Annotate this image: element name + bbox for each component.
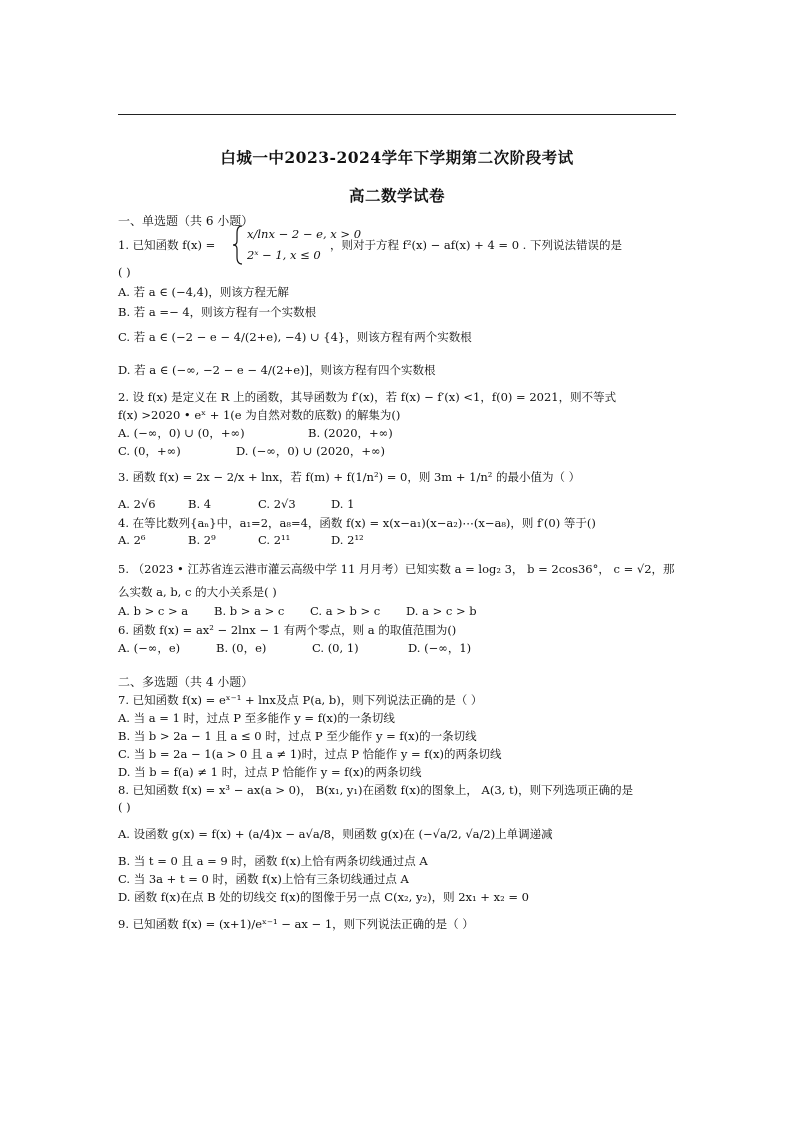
q2-option-c: C. (0，+∞) [118,444,181,458]
q2-option-b: B. (2020，+∞) [308,426,393,440]
q8-option-c: C. 当 3a + t = 0 时，函数 f(x)上恰有三条切线通过点 A [118,872,409,886]
q6-option-d: D. (−∞，1) [408,641,472,655]
q3-option-a: A. 2√6 [118,497,156,511]
q4-options [118,533,364,547]
q5-line-2: 么实数 a, b, c 的大小关系是( ) [118,585,277,599]
q1-option-b: B. 若 a =− 4，则该方程有一个实数根 [118,305,317,319]
q1-piece-2: 2ˣ − 1, x ≤ 0 [247,248,321,262]
q7-option-b: B. 当 b > 2a − 1 且 a ≤ 0 时，过点 P 至少能作 y = f(x)的一条切线 [118,729,477,743]
q6-option-c: C. (0, 1) [312,641,359,655]
q2-option-a: A. (−∞，0) ∪ (0，+∞) [118,426,245,440]
q3-option-d: D. 1 [331,497,355,511]
q1-option-a: A. 若 a ∈ (−4,4)，则该方程无解 [118,285,289,299]
q8-option-d: D. 函数 f(x)在点 B 处的切线交 f(x)的图像于另一点 C(x₂, y₂)，则 2x₁ + x₂ = 0 [118,890,529,904]
q7-option-a: A. 当 a = 1 时，过点 P 至多能作 y = f(x)的一条切线 [118,711,395,725]
q1-option-d: D. 若 a ∈ (−∞, −2 − e − 4/(2+e)]，则该方程有四个实数根 [118,363,436,377]
q1-option-c: C. 若 a ∈ (−2 − e − 4/(2+e), −4) ∪ {4}，则该方程有两个实数根 [118,330,472,344]
q4-option-a: A. 2⁶ [118,533,146,547]
q2-option-d: D. (−∞，0) ∪ (2020，+∞) [236,444,386,458]
q3-line-1: 3. 函数 f(x) = 2x − 2/x + lnx，若 f(m) + f(1/n²) = 0，则 3m + 1/n² 的最小值为（ ） [118,470,581,484]
q7-line-1: 7. 已知函数 f(x) = eˣ⁻¹ + lnx及点 P(a, b)，则下列说法正确的是（ ） [118,693,483,707]
q8-option-a: A. 设函数 g(x) = f(x) + (a/4)x − a√a/8，则函数 g(x)在 (−√a/2, √a/2)上单调递减 [118,827,553,841]
q6-line-1: 6. 函数 f(x) = ax² − 2lnx − 1 有两个零点，则 a 的取值范围为() [118,623,457,637]
q5-line-1: 5. （2023 • 江苏省连云港市灌云高级中学 11 月月考）已知实数 a = log₂ 3， b = 2cos36°， c = √2，那 [118,562,675,576]
top-rule [118,114,676,115]
q8-paren: ( ) [118,800,131,814]
q3-options [118,497,354,511]
q5-options [118,604,477,618]
q5-option-d: D. a > c > b [406,604,477,618]
piecewise-brace-icon [232,225,244,265]
q6-option-a: A. (−∞，e) [118,641,181,655]
q4-option-b: B. 2⁹ [188,533,216,547]
q2-options-row-1 [118,425,393,441]
q8-line-1: 8. 已知函数 f(x) = x³ − ax(a > 0)， B(x₁, y₁)在函数 f(x)的图象上， A(3, t)，则下列选项正确的是 [118,783,634,797]
q7-option-c: C. 当 b = 2a − 1(a > 0 且 a ≠ 1)时，过点 P 恰能作 y = f(x)的两条切线 [118,747,502,761]
section-heading-single-choice: 一、单选题（共 6 小题） [118,214,254,228]
q6-options [118,640,471,656]
section-heading-multiple-choice: 二、多选题（共 4 小题） [118,675,254,689]
q9-line-1: 9. 已知函数 f(x) = (x+1)/eˣ⁻¹ − ax − 1，则下列说法正确的是（ ） [118,917,474,931]
q2-line-2: f(x) >2020 • eˣ + 1(e 为自然对数的底数) 的解集为() [118,408,401,422]
q1-suffix: ，则对于方程 f²(x) − af(x) + 4 = 0 . 下列说法错误的是 [330,238,622,252]
q3-option-b: B. 4 [188,497,212,511]
page-title: 白城一中2023-2024学年下学期第二次阶段考试 [220,148,574,167]
q7-option-d: D. 当 b = f(a) ≠ 1 时，过点 P 恰能作 y = f(x)的两条切线 [118,765,422,779]
q2-options-row-2 [118,443,385,459]
q3-option-c: C. 2√3 [258,497,296,511]
q1-prefix: 1. 已知函数 f(x) = [118,238,216,252]
q5-option-c: C. a > b > c [310,604,381,618]
q6-option-b: B. (0，e) [216,641,267,655]
q5-option-a: A. b > c > a [118,604,189,618]
q2-line-1: 2. 设 f(x) 是定义在 R 上的函数，其导函数为 f′(x)，若 f(x) − f′(x) <1，f(0) = 2021，则不等式 [118,390,617,404]
q4-line-1: 4. 在等比数列{aₙ}中，a₁=2，a₈=4，函数 f(x) = x(x−a₁)(x−a₂)⋯(x−a₈)，则 f′(0) 等于() [118,516,596,530]
q1-paren: ( ) [118,265,131,279]
q5-option-b: B. b > a > c [214,604,285,618]
q4-option-d: D. 2¹² [331,533,364,547]
q8-option-b: B. 当 t = 0 且 a = 9 时，函数 f(x)上恰有两条切线通过点 A [118,854,428,868]
q4-option-c: C. 2¹¹ [258,533,291,547]
q1-piece-1: x/lnx − 2 − e, x > 0 [247,227,362,241]
page-subtitle: 高二数学试卷 [348,186,445,205]
